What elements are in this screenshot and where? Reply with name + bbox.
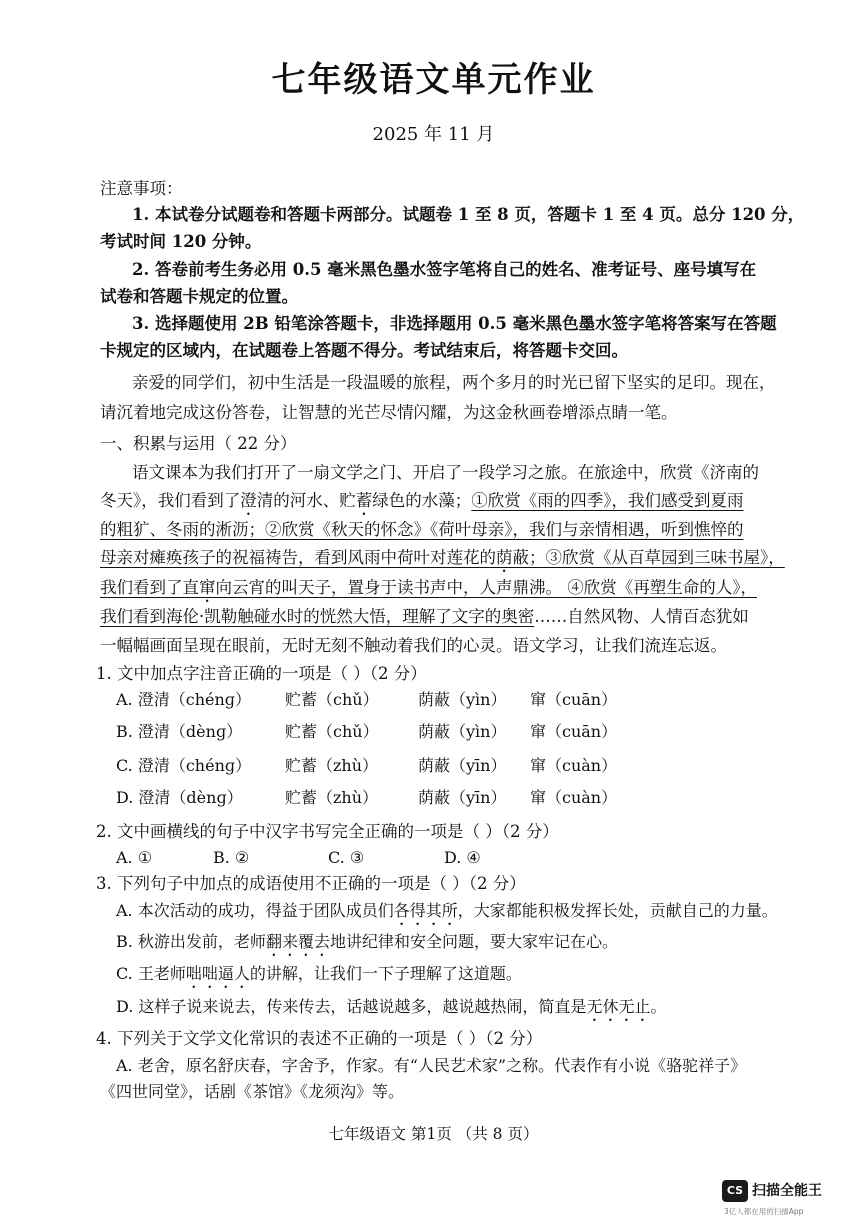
notice-item-1-line-2: 考试时间 120 分钟。	[100, 232, 262, 251]
q1-option-c[interactable]: C. 澄清（chénɡ）	[116, 756, 252, 775]
q3-option-b[interactable]: B. 秋游出发前，老师翻来覆去地讲纪律和安全问题，要大家牢记在心。	[116, 932, 618, 951]
q2-option-c[interactable]: C. ③	[328, 848, 365, 867]
dotted-idiom: 咄咄逼人	[185, 964, 250, 983]
dotted-char: 蓄	[355, 491, 373, 510]
notice-heading: 注意事项：	[100, 179, 183, 198]
passage-line-5: 我们看到了直窜向云宵的叫天子，置身于读书声中，人声鼎沸。 ④欣赏《再塑生命的人》，	[100, 578, 757, 597]
notice-item-2-line-2: 试卷和答题卡规定的位置。	[100, 287, 298, 306]
question-2-stem: 2. 文中画横线的句子中汉字书写完全正确的一项是（ ）（2 分）	[96, 822, 559, 841]
q3-option-a[interactable]: A. 本次活动的成功，得益于团队成员们各得其所，大家都能积极发挥长处，贡献自己的力量。	[116, 901, 778, 920]
q1-option-a-word-3: 荫蔽（yìn）	[418, 690, 507, 709]
section-heading: 一、积累与运用（ 22 分）	[100, 434, 297, 453]
passage-line-3: 的粗犷、冬雨的淅沥；②欣赏《秋天的怀念》《荷叶母亲》，我们与亲情相遇，听到憔悴的	[100, 520, 744, 539]
question-1-stem: 1. 文中加点字注音正确的一项是（ ）（2 分）	[96, 664, 427, 683]
scanner-watermark	[720, 1177, 850, 1221]
q2-option-b[interactable]: B. ②	[213, 848, 250, 867]
dotted-char: 窜	[199, 578, 216, 597]
q1-option-d-word-4: 窜（cuàn）	[530, 788, 618, 807]
question-4-stem: 4. 下列关于文学文化常识的表述不正确的一项是（ ）（2 分）	[96, 1029, 543, 1048]
dotted-char: 澄	[240, 491, 257, 510]
q1-option-a-word-4: 窜（cuān）	[530, 690, 618, 709]
intro-line-1: 亲爱的同学们，初中生活是一段温暖的旅程，两个多月的时光已留下坚实的足印。现在，	[132, 373, 776, 392]
q3-option-d[interactable]: D. 这样子说来说去，传来传去，话越说越多，越说越热闹，简直是无休无止。	[116, 997, 667, 1016]
watermark-tagline: 3亿人都在用的扫描App	[724, 1207, 804, 1216]
notice-item-2-line-1: 2. 答卷前考生务必用 0.5 毫米黑色墨水签字笔将自己的姓名、准考证号、座号填写在	[132, 260, 757, 279]
dotted-idiom: 翻来覆去	[265, 932, 330, 951]
camscanner-logo-icon: CS	[722, 1180, 748, 1202]
q4-option-a-line-1[interactable]: A. 老舍，原名舒庆春，字舍予，作家。有“人民艺术家”之称。代表作有小说《骆驼祥子》	[116, 1056, 747, 1075]
dotted-idiom: 无休无止	[586, 997, 651, 1016]
passage-line-1: 语文课本为我们打开了一扇文学之门、开启了一段学习之旅。在旅途中，欣赏《济南的	[132, 463, 759, 482]
q4-option-a-line-2: 《四世同堂》，话剧《茶馆》《龙须沟》等。	[100, 1082, 405, 1101]
q1-option-d-word-2: 贮蓄（zhù）	[285, 788, 379, 807]
page-title: 七年级语文单元作业	[271, 60, 596, 100]
q1-option-d[interactable]: D. 澄清（dènɡ）	[116, 788, 243, 807]
q1-option-b-word-2: 贮蓄（chǔ）	[285, 722, 379, 741]
exam-date: 2025 年 11 月	[372, 124, 495, 145]
q3-option-c[interactable]: C. 王老师咄咄逼人的讲解，让我们一下子理解了这道题。	[116, 964, 522, 983]
underlined-sentence-1: ①欣赏《雨的四季》，我们感受到夏雨	[471, 491, 744, 510]
intro-line-2: 请沉着地完成这份答卷，让智慧的光芒尽情闪耀，为这金秋画卷增添点睛一笔。	[100, 403, 678, 422]
q1-option-b-word-4: 窜（cuān）	[530, 722, 618, 741]
dotted-idiom: 各得其所	[393, 901, 458, 920]
passage-line-4: 母亲对瘫痪孩子的祝福祷告，看到风雨中荷叶对莲花的荫蔽；③欣赏《从百草园到三味书屋》，	[100, 548, 785, 567]
q1-option-c-word-3: 荫蔽（yīn）	[418, 756, 507, 775]
q1-option-b-word-3: 荫蔽（yìn）	[418, 722, 507, 741]
q1-option-b[interactable]: B. 澄清（dènɡ）	[116, 722, 243, 741]
passage-line-7: 一幅幅画面呈现在眼前，无时无刻不触动着我们的心灵。语文学习，让我们流连忘返。	[100, 636, 727, 655]
notice-item-3-line-1: 3. 选择题使用 2B 铅笔涂答题卡，非选择题用 0.5 毫米黑色墨水签字笔将答案写在答题	[132, 314, 777, 333]
q2-option-a[interactable]: A. ①	[116, 848, 153, 867]
page-footer: 七年级语文 第1页 （共 8 页）	[328, 1125, 539, 1143]
q2-option-d[interactable]: D. ④	[444, 848, 481, 867]
q1-option-d-word-3: 荫蔽（yīn）	[418, 788, 507, 807]
q1-option-c-word-4: 窜（cuàn）	[530, 756, 618, 775]
watermark-brand: 扫描全能王	[752, 1183, 822, 1199]
q1-option-c-word-2: 贮蓄（zhù）	[285, 756, 379, 775]
notice-item-1-line-1: 1. 本试卷分试题卷和答题卡两部分。试题卷 1 至 8 页，答题卡 1 至 4 页。总分 120 分，	[132, 205, 805, 224]
notice-item-3-line-2: 卡规定的区域内，在试题卷上答题不得分。考试结束后，将答题卡交回。	[100, 341, 628, 360]
question-3-stem: 3. 下列句子中加点的成语使用不正确的一项是（ ）（2 分）	[96, 874, 526, 893]
dotted-char: 荫	[496, 548, 513, 567]
q1-option-a[interactable]: A. 澄清（chénɡ）	[116, 690, 252, 709]
passage-line-6: 我们看到海伦·凯勒触碰水时的恍然大悟，理解了文字的奥密……自然风物、人情百态犹如	[100, 607, 749, 626]
passage-line-2: 冬天》，我们看到了澄清的河水、贮蓄绿色的水藻；①欣赏《雨的四季》，我们感受到夏雨	[100, 491, 744, 510]
q1-option-a-word-2: 贮蓄（chǔ）	[285, 690, 379, 709]
